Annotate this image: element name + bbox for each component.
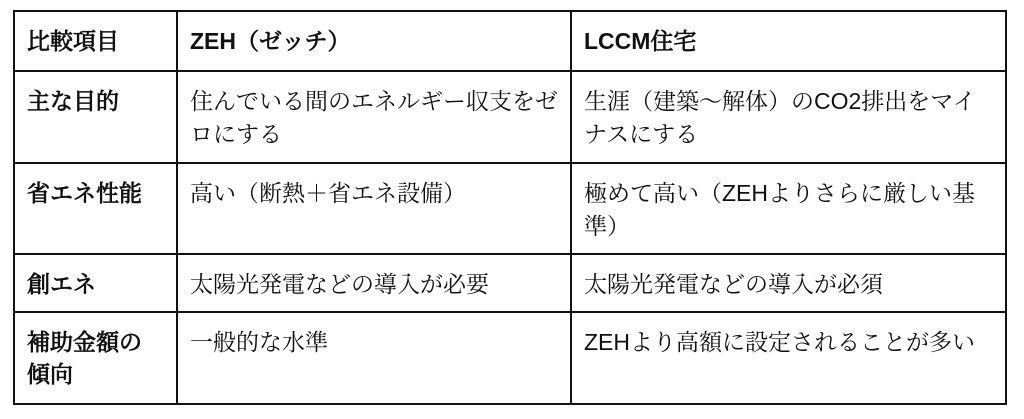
header-row <box>14 11 1006 71</box>
cell-subsidy-trend-lccm: ZEHより高額に設定されることが多い <box>571 312 1006 404</box>
table-row-main-purpose <box>14 71 1006 163</box>
cell-subsidy-trend-zeh: 一般的な水準 <box>177 312 571 404</box>
cell-energy-saving-zeh: 高い（断熱＋省エネ設備） <box>177 163 571 254</box>
cell-energy-creation-zeh: 太陽光発電などの導入が必要 <box>177 254 571 312</box>
row-label-energy-creation: 創エネ <box>14 254 177 312</box>
cell-main-purpose-lccm: 生涯（建築〜解体）のCO2排出をマイナスにする <box>571 71 1006 163</box>
cell-energy-saving-lccm: 極めて高い（ZEHよりさらに厳しい基準） <box>571 163 1006 254</box>
header-cell-item: 比較項目 <box>14 11 177 71</box>
table-row-subsidy-trend <box>14 312 1006 404</box>
cell-main-purpose-zeh: 住んでいる間のエネルギー収支をゼロにする <box>177 71 571 163</box>
table-row-energy-creation <box>14 254 1006 312</box>
header-cell-zeh: ZEH（ゼッチ） <box>177 11 571 71</box>
cell-energy-creation-lccm: 太陽光発電などの導入が必須 <box>571 254 1006 312</box>
row-label-subsidy-trend: 補助金額の傾向 <box>14 312 177 404</box>
header-cell-lccm: LCCM住宅 <box>571 11 1006 71</box>
row-label-main-purpose: 主な目的 <box>14 71 177 163</box>
table-row-energy-saving <box>14 163 1006 254</box>
row-label-energy-saving: 省エネ性能 <box>14 163 177 254</box>
comparison-table <box>13 10 1007 405</box>
